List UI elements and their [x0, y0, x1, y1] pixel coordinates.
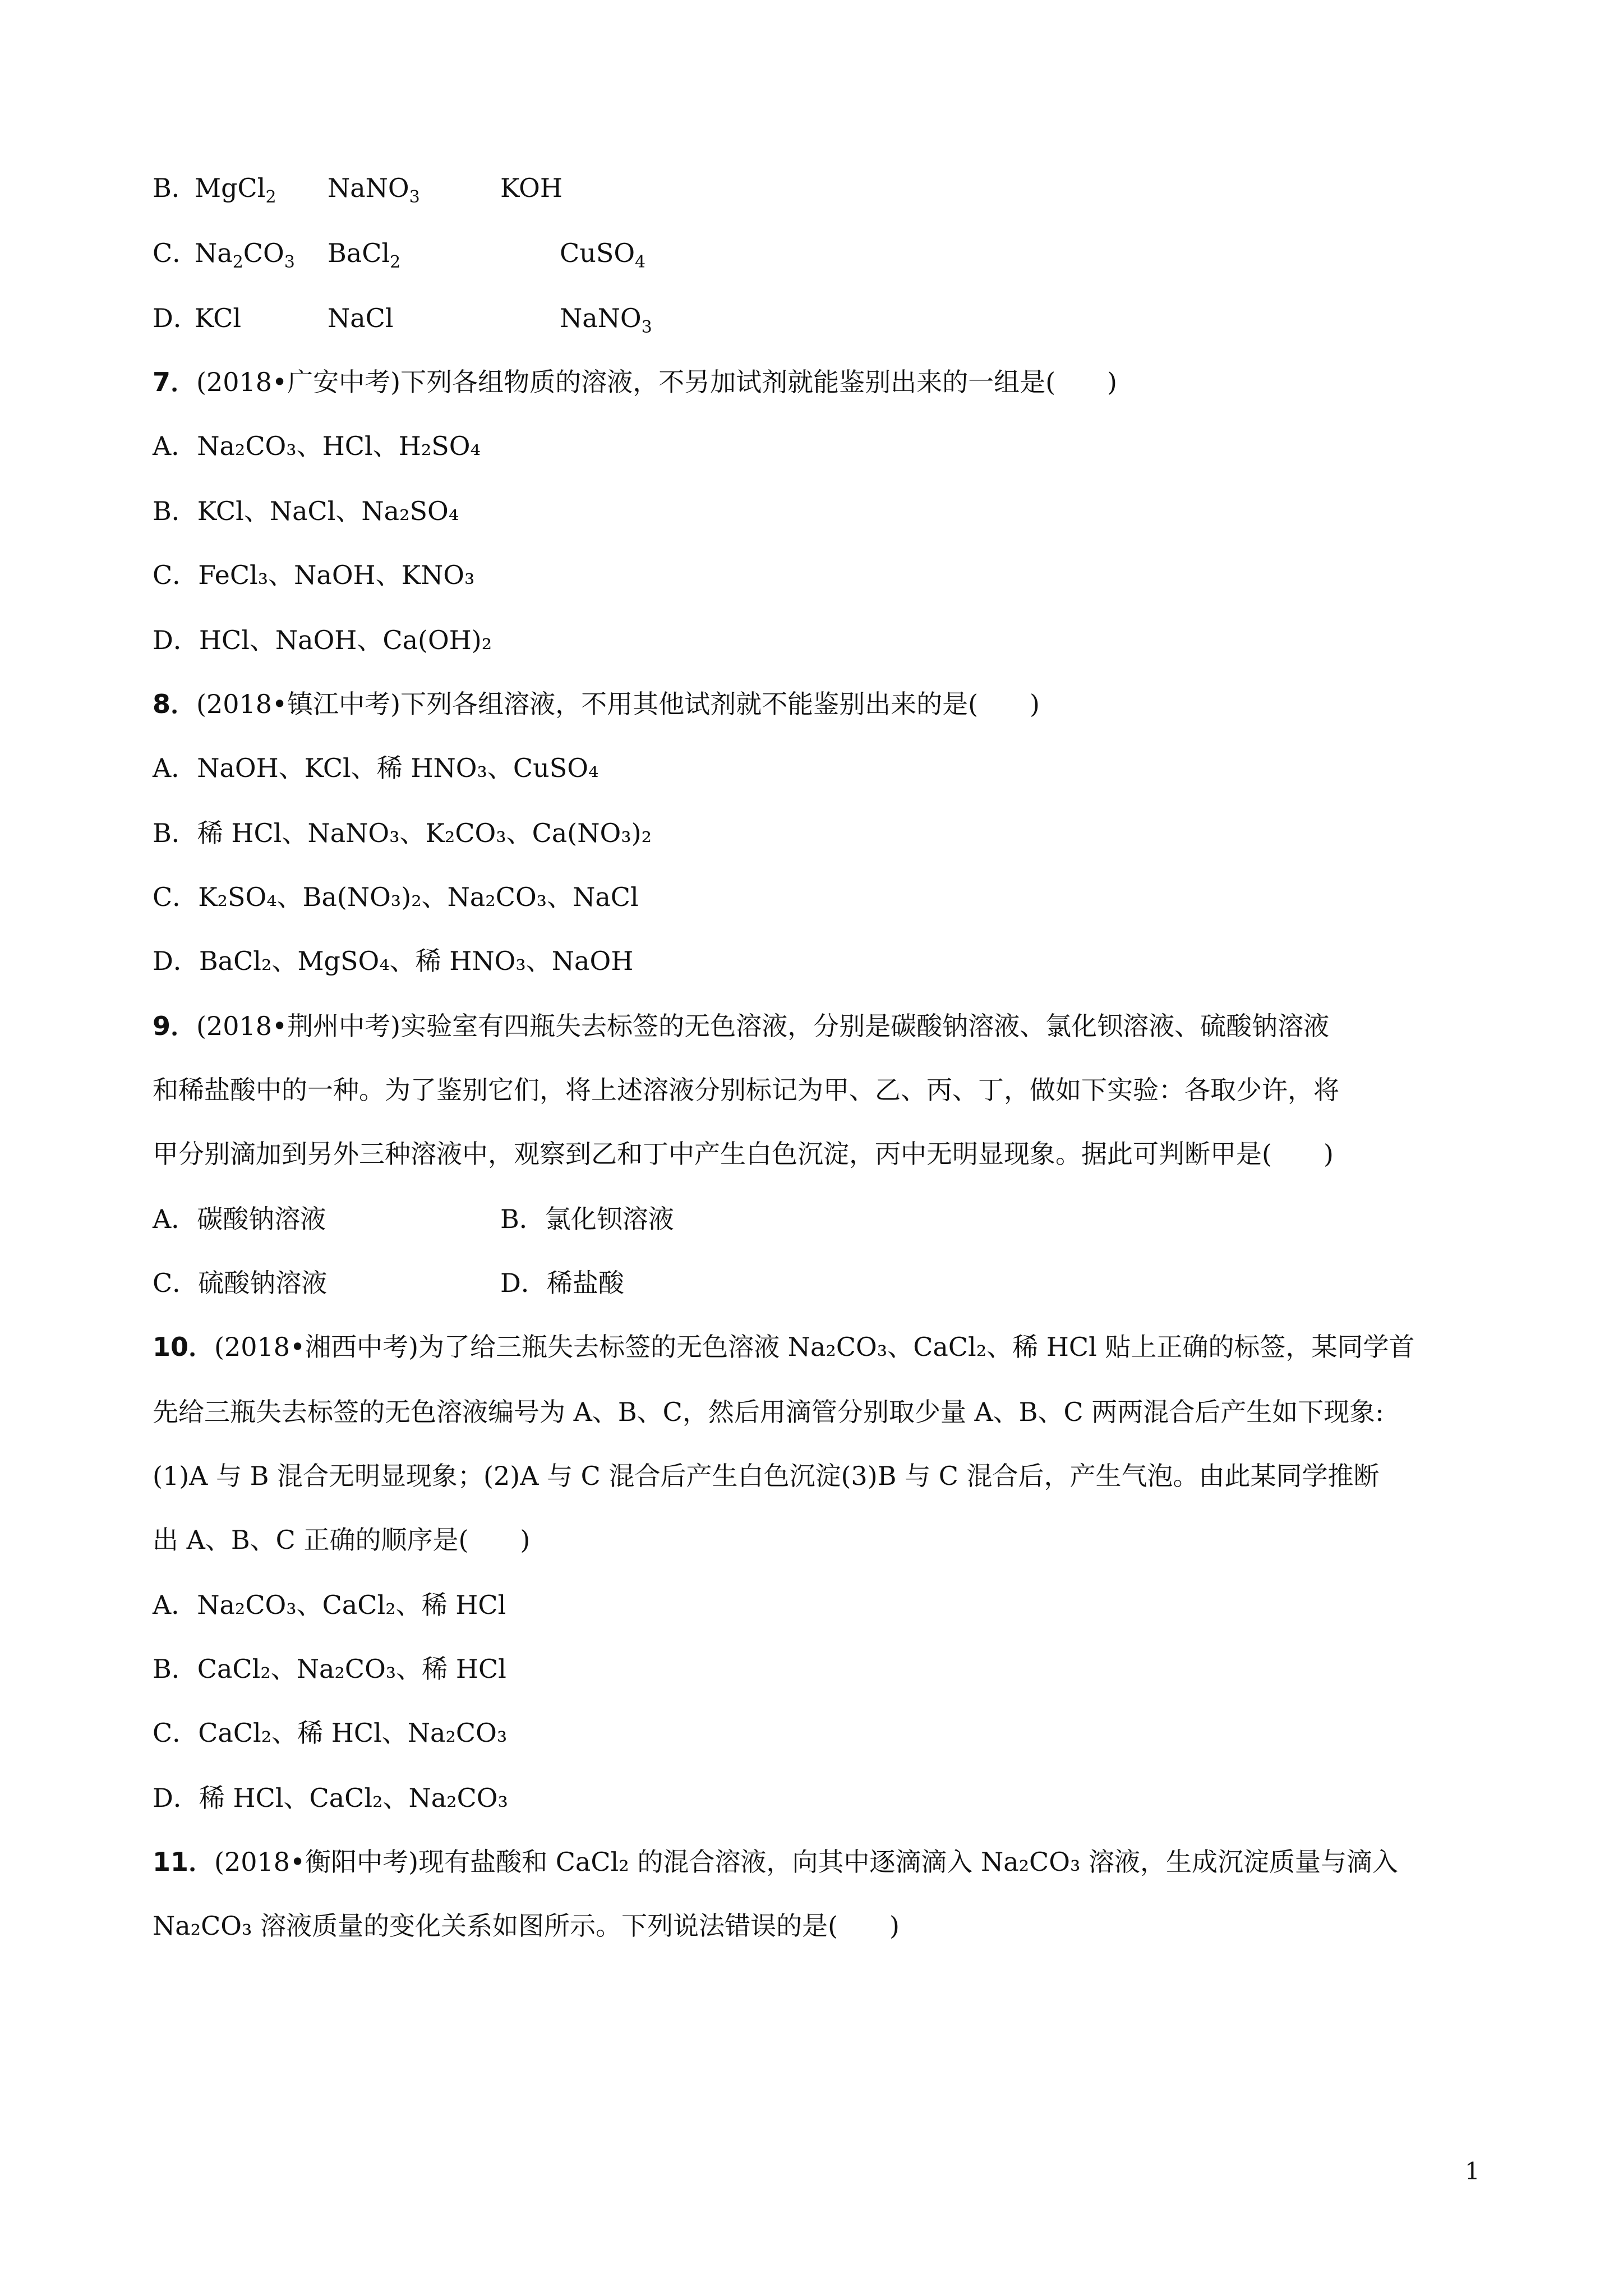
- q9-stem: [153, 1013, 1329, 1039]
- q9-options-row1: [153, 1204, 674, 1234]
- q10-stem: [153, 1334, 1414, 1360]
- q10-number: 10．: [153, 1332, 215, 1362]
- q9-text-line2: 和稀盐酸中的一种。为了鉴别它们，将上述溶液分别标记为甲、乙、丙、丁，做如下实验：各取少许，将: [153, 1075, 1339, 1105]
- q7-option-c: C．FeCl₃、NaOH、KNO₃: [153, 560, 475, 590]
- q11-text-line1: 现有盐酸和 CaCl₂ 的混合溶液，向其中逐滴滴入 Na₂CO₃ 溶液，生成沉淀质量与滴入: [418, 1847, 1399, 1877]
- q8-number: 8．: [153, 689, 197, 719]
- q9-option-d: D．稀盐酸: [500, 1268, 624, 1298]
- q6-c-item1: $Na_2CO_3$: [195, 238, 295, 272]
- q10-source: (2018•湘西中考): [214, 1332, 419, 1362]
- q10-option-c: C．CaCl₂、稀 HCl、Na₂CO₃: [153, 1718, 508, 1748]
- q8-stem: [153, 691, 1040, 717]
- q7-number: 7．: [153, 367, 197, 397]
- q10-text-line1: 为了给三瓶失去标签的无色溶液 Na₂CO₃、CaCl₂、稀 HCl 贴上正确的标签，某同学首: [418, 1332, 1415, 1362]
- q8-option-d: D．BaCl₂、MgSO₄、稀 HNO₃、NaOH: [153, 946, 634, 976]
- q11-number: 11．: [153, 1847, 215, 1877]
- q6-option-b: [153, 173, 562, 207]
- q7-option-b: B．KCl、NaCl、Na₂SO₄: [153, 496, 459, 526]
- q11-text-line2: Na₂CO₃ 溶液质量的变化关系如图所示。下列说法错误的是( ): [153, 1911, 900, 1941]
- q11-stem: [153, 1849, 1398, 1875]
- q6-d-item1: KCl: [195, 303, 242, 333]
- q7-text: 下列各组物质的溶液，不另加试剂就能鉴别出来的一组是( ): [400, 367, 1118, 397]
- q8-option-b: B．稀 HCl、NaNO₃、K₂CO₃、Ca(NO₃)₂: [153, 818, 652, 848]
- q9-text-line3: 甲分别滴加到另外三种溶液中，观察到乙和丁中产生白色沉淀，丙中无明显现象。据此可判断甲是( ): [153, 1139, 1334, 1169]
- q8-option-a: A．NaOH、KCl、稀 HNO₃、CuSO₄: [153, 753, 599, 783]
- q6-b-item1: MgCl$_2$: [195, 173, 276, 207]
- q6-option-c: [153, 238, 646, 272]
- q10-option-a: A．Na₂CO₃、CaCl₂、稀 HCl: [153, 1590, 506, 1620]
- q10-text-line3: (1)A 与 B 混合无明显现象；(2)A 与 C 混合后产生白色沉淀(3)B 与 C 混合后，产生气泡。由此某同学推断: [153, 1461, 1380, 1491]
- q10-text-line4: 出 A、B、C 正确的顺序是( ): [153, 1525, 531, 1555]
- q10-option-b: B．CaCl₂、Na₂CO₃、稀 HCl: [153, 1654, 506, 1684]
- q6-b-label: B．: [153, 173, 197, 203]
- q8-text: 下列各组溶液，不用其他试剂就不能鉴别出来的是( ): [400, 689, 1040, 719]
- q9-options-row2: [153, 1268, 624, 1298]
- q9-text-line1: 实验室有四瓶失去标签的无色溶液，分别是碳酸钠溶液、氯化钡溶液、硫酸钠溶液: [400, 1011, 1330, 1041]
- q6-d-item2: NaCl: [328, 303, 394, 333]
- q11-source: (2018•衡阳中考): [214, 1847, 419, 1877]
- q6-d-label: D．: [153, 303, 199, 333]
- q6-c-label: C．: [153, 238, 199, 268]
- q8-source: (2018•镇江中考): [196, 689, 401, 719]
- q6-d-item3: NaNO$_3$: [560, 303, 652, 337]
- q10-option-d: D．稀 HCl、CaCl₂、Na₂CO₃: [153, 1783, 508, 1813]
- q6-option-d: [153, 303, 652, 337]
- q6-c-item3: CuSO$_4$: [560, 238, 646, 272]
- q8-option-c: C．K₂SO₄、Ba(NO₃)₂、Na₂CO₃、NaCl: [153, 882, 639, 912]
- q7-source: (2018•广安中考): [196, 367, 401, 397]
- q9-option-a: A．碳酸钠溶液: [153, 1204, 326, 1234]
- q9-option-b: B．氯化钡溶液: [500, 1204, 674, 1234]
- q6-b-item3: KOH: [500, 173, 562, 203]
- q9-number: 9．: [153, 1011, 197, 1041]
- q7-option-a: A．Na₂CO₃、HCl、H₂SO₄: [153, 431, 481, 461]
- q7-stem: [153, 369, 1117, 395]
- q10-text-line2: 先给三瓶失去标签的无色溶液编号为 A、B、C，然后用滴管分别取少量 A、B、C 两两混合后产生如下现象:: [153, 1397, 1384, 1427]
- q6-b-item2: NaNO$_3$: [328, 173, 420, 207]
- q9-source: (2018•荆州中考): [196, 1011, 401, 1041]
- page-number: 1: [1465, 2157, 1480, 2185]
- q6-c-item2: BaCl$_2$: [328, 238, 401, 272]
- q9-option-c: C．硫酸钠溶液: [153, 1268, 328, 1298]
- q7-option-d: D．HCl、NaOH、Ca(OH)₂: [153, 625, 492, 655]
